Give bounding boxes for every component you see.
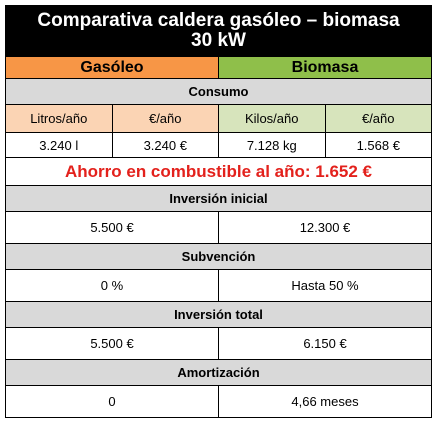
savings-banner: Ahorro en combustible al año: 1.652 €: [6, 158, 432, 186]
column-header-litros: Litros/año: [6, 105, 113, 133]
value-kilos: 7.128 kg: [219, 133, 326, 158]
value-euros-gasoleo: 3.240 €: [112, 133, 219, 158]
amortizacion-gasoleo: 0: [6, 386, 219, 418]
fuel-header-gasoleo: Gasóleo: [6, 57, 219, 79]
fuel-header-biomasa: Biomasa: [219, 57, 432, 79]
title-line-1: Comparativa caldera gasóleo – biomasa: [37, 10, 400, 31]
inversion-inicial-gasoleo: 5.500 €: [6, 212, 219, 244]
title-line-2: 30 kW: [191, 30, 246, 51]
section-consumo: Consumo: [6, 79, 432, 105]
subvencion-gasoleo: 0 %: [6, 270, 219, 302]
inversion-inicial-biomasa: 12.300 €: [219, 212, 432, 244]
table-title: [6, 6, 432, 57]
section-inversion-inicial: Inversión inicial: [6, 186, 432, 212]
inversion-total-gasoleo: 5.500 €: [6, 328, 219, 360]
value-euros-biomasa: 1.568 €: [325, 133, 432, 158]
section-amortizacion: Amortización: [6, 360, 432, 386]
subvencion-biomasa: Hasta 50 %: [219, 270, 432, 302]
inversion-total-biomasa: 6.150 €: [219, 328, 432, 360]
section-inversion-total: Inversión total: [6, 302, 432, 328]
column-header-euros-gasoleo: €/año: [112, 105, 219, 133]
column-header-kilos: Kilos/año: [219, 105, 326, 133]
comparison-table: [5, 5, 432, 418]
section-subvencion: Subvención: [6, 244, 432, 270]
column-header-euros-biomasa: €/año: [325, 105, 432, 133]
amortizacion-biomasa: 4,66 meses: [219, 386, 432, 418]
value-litros: 3.240 l: [6, 133, 113, 158]
